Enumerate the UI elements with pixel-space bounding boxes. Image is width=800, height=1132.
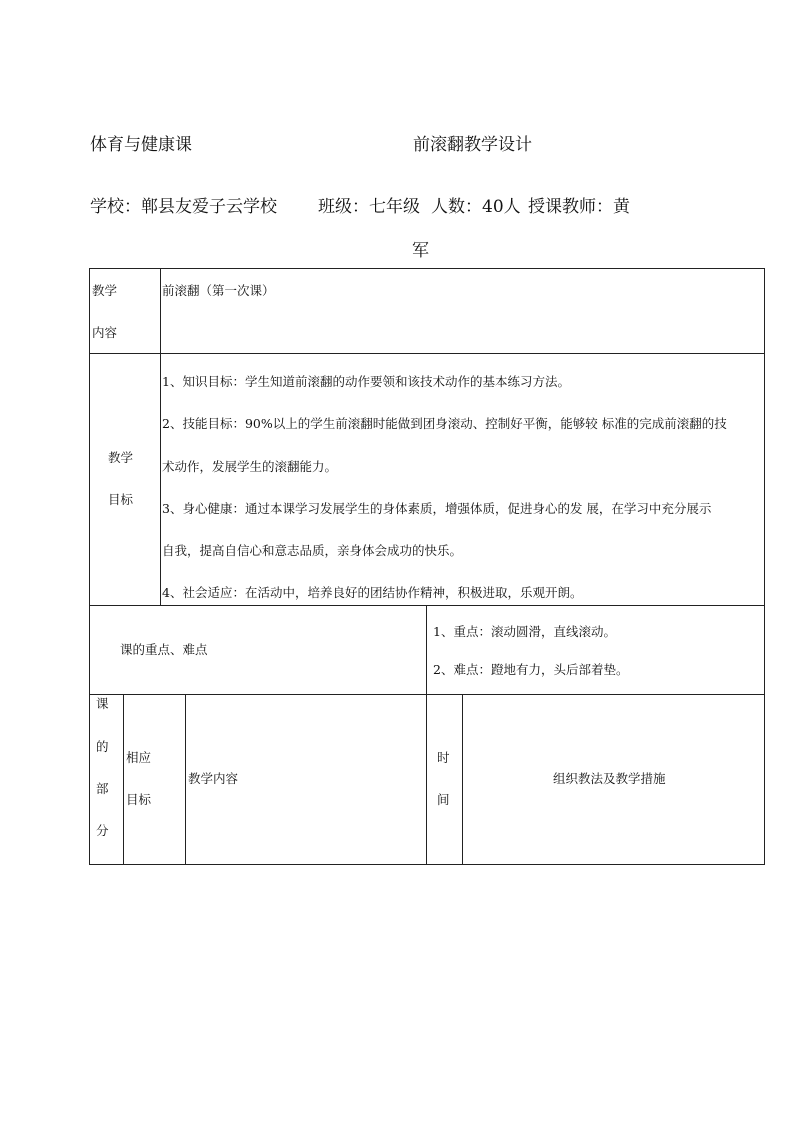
goal-label-line1: 教学 bbox=[108, 450, 134, 465]
col-method: 组织教法及教学措施 bbox=[553, 771, 666, 786]
col-target-line1: 相应 bbox=[126, 750, 152, 765]
page-title: 前滚翻教学设计 bbox=[413, 135, 532, 155]
col-part-char-4: 分 bbox=[96, 823, 109, 838]
goal-health-line1: 3、身心健康：通过本课学习发展学生的身体素质，增强体质，促进身心的发 展，在学习中充分展示 bbox=[162, 501, 712, 516]
content-label-line2: 内容 bbox=[92, 325, 118, 340]
key-points-label: 课的重点、难点 bbox=[120, 642, 208, 657]
class-info: 班级：七年级 bbox=[318, 197, 420, 217]
key-point: 1、重点：滚动圆滑，直线滚动。 bbox=[433, 624, 616, 639]
teacher-info-wrap: 军 bbox=[412, 241, 429, 261]
student-count: 人数：40人 bbox=[431, 197, 521, 217]
goal-social: 4、社会适应：在活动中，培养良好的团结协作精神，积极进取，乐观开朗。 bbox=[162, 585, 583, 600]
col-part-char-3: 部 bbox=[96, 781, 109, 796]
school-info: 学校：郸县友爱子云学校 bbox=[90, 197, 277, 217]
col-time-line1: 时 bbox=[437, 750, 450, 765]
teacher-info: 授课教师：黄 bbox=[528, 197, 630, 217]
col-part-char-1: 课 bbox=[96, 696, 109, 711]
col-part-char-2: 的 bbox=[96, 739, 109, 754]
goal-skill-line1: 2、技能目标：90%以上的学生前滚翻时能做到团身滚动、控制好平衡，能够较 标准的完成前滚翻的技 bbox=[162, 416, 727, 431]
col-target-line2: 目标 bbox=[126, 792, 152, 807]
goal-skill-line2: 术动作，发展学生的滚翻能力。 bbox=[162, 459, 338, 474]
col-time-line2: 间 bbox=[437, 792, 450, 807]
course-name: 体育与健康课 bbox=[90, 135, 192, 155]
content-label-line1: 教学 bbox=[92, 283, 118, 298]
col-content: 教学内容 bbox=[188, 771, 239, 786]
difficult-point: 2、难点：蹬地有力，头后部着垫。 bbox=[433, 662, 629, 677]
content-value: 前滚翻（第一次课） bbox=[162, 283, 275, 298]
goal-knowledge: 1、知识目标：学生知道前滚翻的动作要领和该技术动作的基本练习方法。 bbox=[162, 374, 570, 389]
goal-label-line2: 目标 bbox=[108, 492, 134, 507]
goal-health-line2: 自我，提高自信心和意志品质，亲身体会成功的快乐。 bbox=[162, 543, 463, 558]
